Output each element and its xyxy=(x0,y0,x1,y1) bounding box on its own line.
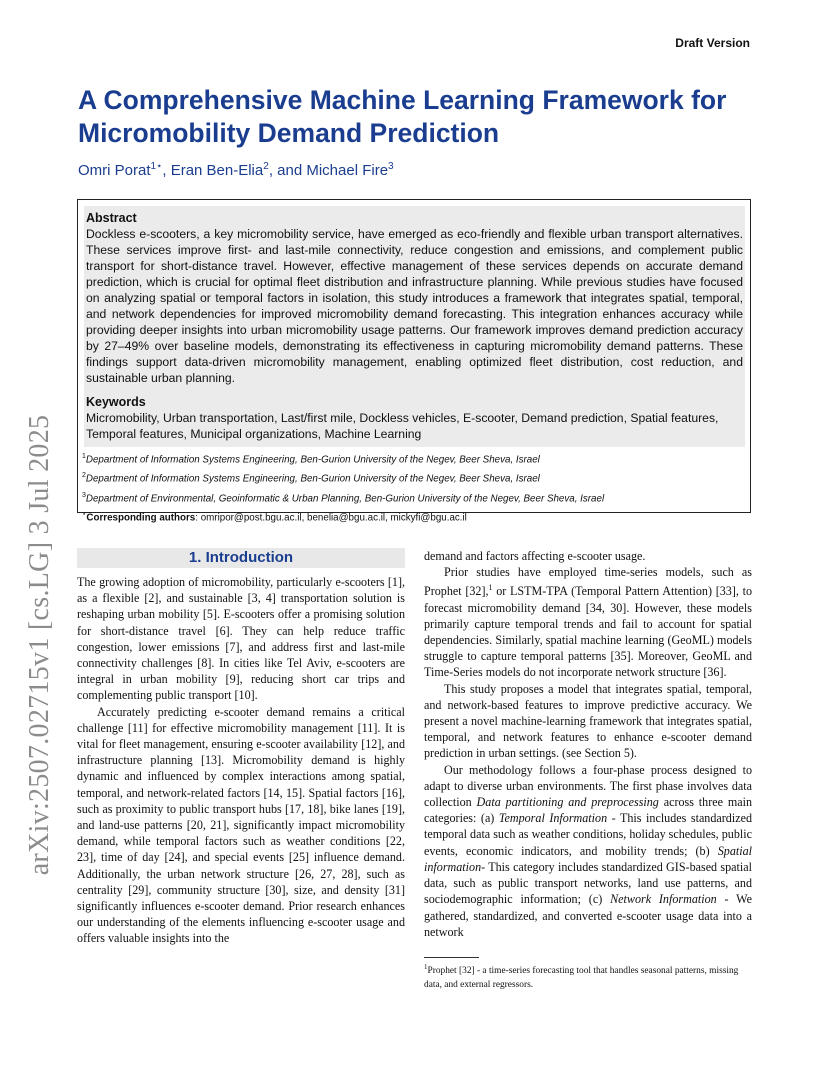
footnote-rule xyxy=(424,957,479,958)
right-column xyxy=(424,548,752,940)
author-affiliation-mark: 3 xyxy=(388,161,394,172)
author-name: Eran Ben-Elia xyxy=(170,162,264,179)
paragraph: Accurately predicting e-scooter demand remains a critical challenge [11] for effective micromobility management [11]. It is vital for fleet management, ensuring e-scooter availability [12], and infrastructure planning [13]. Micromobility demand is highly dynamic and influenced by complex interactions among spatial, temporal, and network-related factors [14, 15]. Spatial factors [16], such as proximity to public transport hubs [17, 18], bike lanes [19], and land-use patterns [20, 21], significantly impact micromobility demand, while temporal factors such as weather conditions [22, 23], time of day [24], and special events [25] influence demand. Additionally, the urban network structure [26, 27, 28], such as centrality [29], community structure [30], size, and density [31] significantly influences e-scooter demand. Prior research enhances our understanding of the elements influencing e-scooter usage and offers valuable insights into the xyxy=(77,704,405,946)
footnote: $^1$Prophet [32] - a time-series forecasting tool that handles seasonal patterns, missing data, and external regressors. xyxy=(424,963,739,991)
left-column xyxy=(77,548,405,947)
paragraph: demand and factors affecting e-scooter usage. xyxy=(424,549,646,563)
arxiv-stamp: arXiv:2507.02715v1 [cs.LG] 3 Jul 2025 xyxy=(24,414,55,876)
author-affiliation-mark: 2 xyxy=(263,161,269,172)
author-affiliation-mark: 1⋆ xyxy=(150,161,163,172)
corresponding-authors: ⋆Corresponding authors: omripor@post.bgu.ac.il, benelia@bgu.ac.il, mickyfi@bgu.ac.il xyxy=(82,510,467,524)
keywords-text: Micromobility, Urban transportation, Last/first mile, Dockless vehicles, E-scooter, Demand prediction, Spatial features, Temporal features, Municipal organizations, Machine Learning xyxy=(86,411,719,441)
affiliation-item: $^1$Department of Information Systems Engineering, Ben-Gurion University of the Negev, Beer Sheva, Israel xyxy=(82,453,540,466)
abstract-box xyxy=(77,199,751,524)
section-heading-introduction: 1. Introduction xyxy=(77,548,405,568)
draft-label: Draft Version xyxy=(675,36,750,50)
affiliations xyxy=(82,449,742,526)
affiliation-item: $^3$Department of Environmental, Geoinformatic & Urban Planning, Ben-Gurion University of the Negev, Beer Sheva, Israel xyxy=(82,491,605,504)
paragraph: Our methodology follows a four-phase process designed to adapt to diverse urban environments. The first phase involves data collection Data partitioning and preprocessing across three main categories: (a) Temporal Information - This includes standardized temporal data such as weather conditions, holiday schedules, public events, economic indicators, and mobility trends; (b) Spatial information- This category includes standardized GIS-based spatial data, such as public transport networks, land use patterns, and sociodemographic information; (c) Network Information - We gathered, standardized, and converted e-scooter usage data into a network xyxy=(424,762,752,939)
author-name: Omri Porat xyxy=(78,162,151,179)
footnote-mark: 1 xyxy=(488,583,493,593)
author-list: Omri Porat$^{1⋆}$, Eran Ben-Elia$^2$, and Michael Fire$^3$ xyxy=(78,161,394,179)
keywords-section xyxy=(86,394,743,442)
paragraph: The growing adoption of micromobility, particularly e-scooters [1], as a flexible [2], and sustainable [3, 4] transportation solution is reshaping urban mobility [5]. E-scooters offer a promising solution for short-distance travel [6]. They can help reduce traffic congestion, lower emissions [7], and address first and last-mile connectivity challenges [8]. In cities like Tel Aviv, e-scooters are integral in urban mobility [9], reducing short car trips and complementing public transport [10]. xyxy=(77,575,405,703)
paragraph: This study proposes a model that integrates spatial, temporal, and network-based features to improve predictive accuracy. We present a novel machine-learning framework that integrates spatial, temporal, and network features to enhance e-scooter demand prediction in urban settings. (see Section 5). xyxy=(424,681,752,761)
paragraph: Prior studies have employed time-series models, such as Prophet [32],$^1$ or LSTM-TPA (Temporal Pattern Attention) [33], to forecast micromobility demand [34, 30]. However, these models primarily capture temporal trends and fail to account for spatial dependencies. Similarly, spatial machine learning (GeoML) models struggle to capture temporal patterns [35]. Moreover, GeoML and Time-Series models do not incorporate network structure [36]. xyxy=(424,565,752,680)
abstract-heading: Abstract xyxy=(86,211,137,225)
keywords-heading: Keywords xyxy=(86,395,146,409)
author-name: Michael Fire xyxy=(306,162,389,179)
abstract-section xyxy=(86,210,743,386)
paper-title: A Comprehensive Machine Learning Framework for Micromobility Demand Prediction xyxy=(78,85,727,148)
affiliation-item: $^2$Department of Information Systems Engineering, Ben-Gurion University of the Negev, Beer Sheva, Israel xyxy=(82,472,540,485)
abstract-text: Dockless e-scooters, a key micromobility service, have emerged as eco-friendly and flexible urban transport alternatives. These services improve first- and last-mile connectivity, reduce congestion and emissions, and complement public transport for short-distance travel. However, effective management of these services depends on accurate demand prediction, which is crucial for optimal fleet distribution and infrastructure planning. While previous studies have focused on analyzing spatial or temporal factors in isolation, this study introduces a framework that integrates spatial, temporal, and network dependencies for improved micromobility demand forecasting. This integration enhances accuracy while providing deeper insights into urban micromobility usage patterns. Our framework improves demand prediction accuracy by 27–49% over baseline models, demonstrating its effectiveness in capturing micromobility demand patterns. These findings support data-driven micromobility management, enabling optimized fleet distribution, cost reduction, and sustainable urban planning. xyxy=(86,227,743,385)
